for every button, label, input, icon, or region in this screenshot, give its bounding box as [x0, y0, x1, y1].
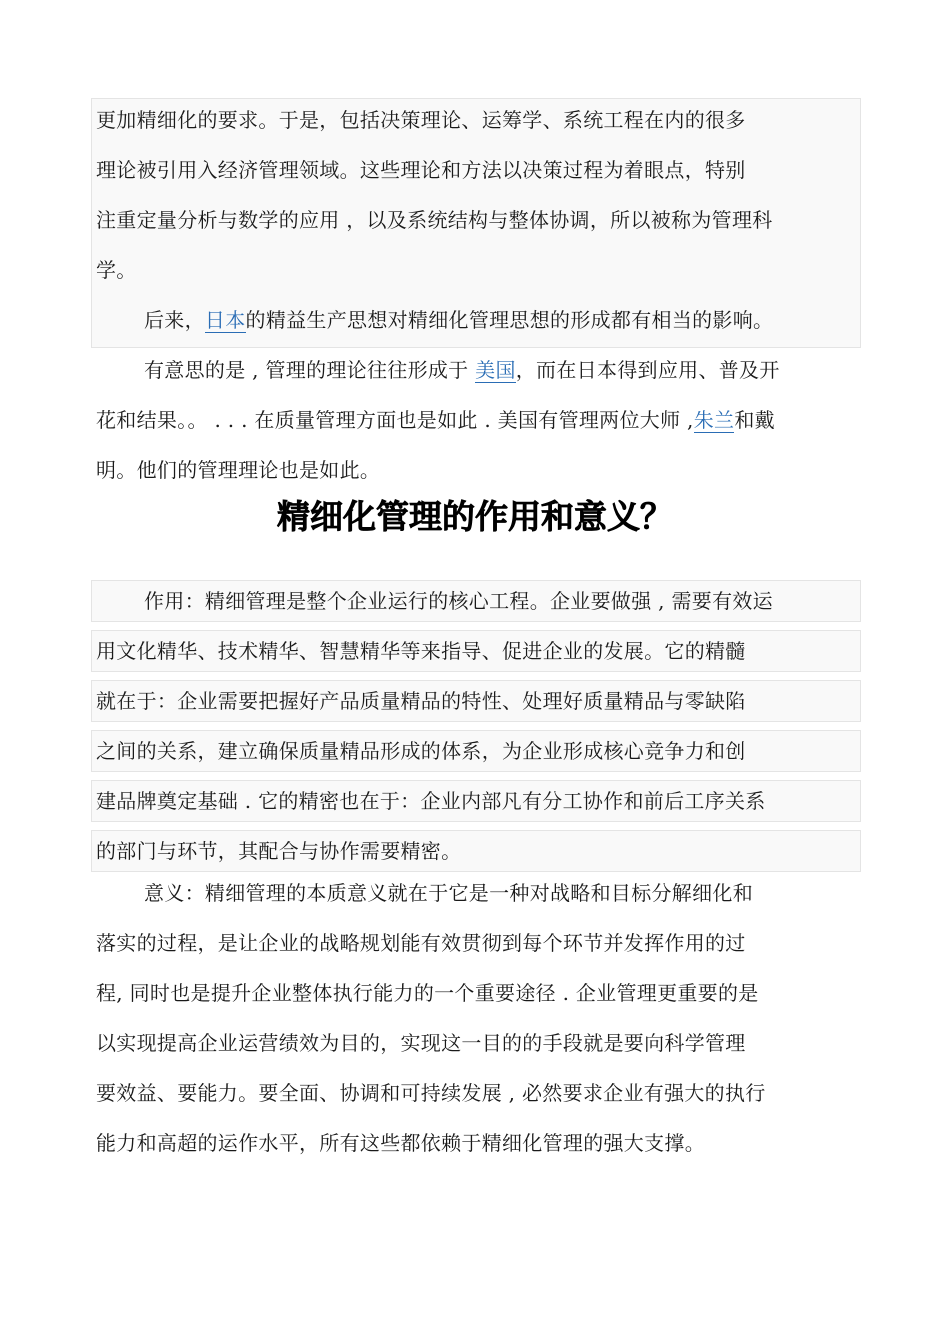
meaning-line-6: 能力和高超的运作水平，所有这些都依赖于精细化管理的强大支撑。 — [96, 1131, 705, 1155]
meaning-line-3: 程, 同时也是提升企业整体执行能力的一个重要途径 . 企业管理更重要的是 — [96, 981, 759, 1005]
japan-paragraph — [144, 300, 773, 340]
intro-line-2: 理论被引用入经济管理领域。这些理论和方法以决策过程为着眼点，特别 — [96, 158, 746, 182]
role-line-5: 建品牌奠定基础 . 它的精密也在于：企业内部凡有分工协作和前后工序关系 — [96, 789, 766, 813]
interesting-line-1 — [144, 350, 780, 390]
role-line-2: 用文化精华、技术精华、智慧精华等来指导、促进企业的发展。它的精髓 — [96, 639, 746, 663]
role-line-4: 之间的关系，建立确保质量精品形成的体系，为企业形成核心竞争力和创 — [96, 739, 746, 763]
japan-text-before: 后来， — [144, 308, 205, 332]
interesting-line-3: 明。他们的管理理论也是如此。 — [96, 458, 381, 482]
intro-line-3: 注重定量分析与数学的应用 ，以及系统结构与整体协调，所以被称为管理科 — [96, 208, 773, 232]
interesting-text-2b: 和戴 — [734, 408, 775, 432]
interesting-text-1a: 有意思的是 , 管理的理论往往形成于 — [144, 358, 476, 382]
interesting-line-2 — [96, 400, 775, 440]
japan-text-after: 的精益生产思想对精细化管理思想的形成都有相当的影响。 — [245, 308, 774, 332]
juran-link[interactable]: 朱兰 — [693, 408, 735, 432]
interesting-text-1b: ，而在日本得到应用、普及开 — [515, 358, 780, 382]
meaning-line-5: 要效益、要能力。要全面、协调和可持续发展 , 必然要求企业有强大的执行 — [96, 1081, 766, 1105]
meaning-line-1: 意义：精细管理的本质意义就在于它是一种对战略和目标分解细化和 — [144, 881, 753, 905]
role-line-1: 作用：精细管理是整个企业运行的核心工程。企业要做强 , 需要有效运 — [144, 589, 773, 613]
role-line-3: 就在于：企业需要把握好产品质量精品的特性、处理好质量精品与零缺陷 — [96, 689, 746, 713]
role-line-6: 的部门与环节，其配合与协作需要精密。 — [96, 839, 462, 863]
section-heading: 精细化管理的作用和意义？ — [277, 497, 673, 536]
usa-link[interactable]: 美国 — [475, 358, 516, 382]
meaning-line-4: 以实现提高企业运营绩效为目的，实现这一目的的手段就是要向科学管理 — [96, 1031, 746, 1055]
intro-line-4: 学。 — [96, 258, 137, 282]
japan-link[interactable]: 日本 — [204, 308, 246, 332]
intro-line-1: 更加精细化的要求。于是，包括决策理论、运筹学、系统工程在内的很多 — [96, 108, 746, 132]
meaning-line-2: 落实的过程，是让企业的战略规划能有效贯彻到每个环节并发挥作用的过 — [96, 931, 746, 955]
interesting-text-2a: 花和结果。。 . . . 在质量管理方面也是如此 . 美国有管理两位大师 , — [96, 408, 694, 432]
